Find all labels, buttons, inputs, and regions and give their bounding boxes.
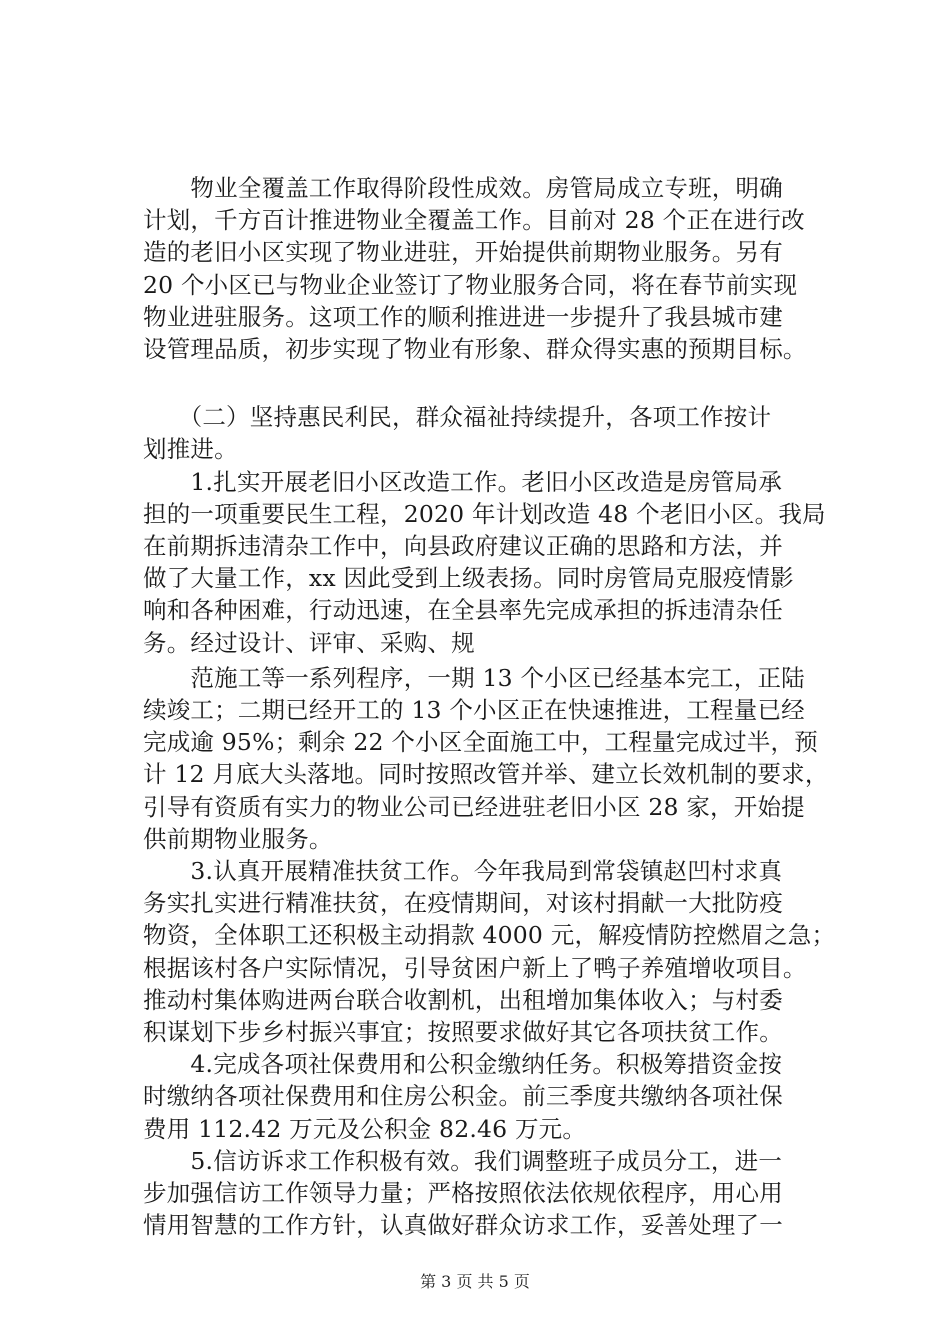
text-line: 20 个小区已与物业企业签订了物业服务合同，将在春节前实现 [143, 270, 798, 299]
paragraph-property-coverage [143, 172, 847, 365]
text-line: 范施工等一系列程序，一期 13 个小区已经基本完工，正陆 [143, 663, 805, 692]
text-line: 务实扎实进行精准扶贫，在疫情期间，对该村捐献一大批防疫 [143, 889, 783, 918]
text-line: 引导有资质有实力的物业公司已经进驻老旧小区 28 家，开始提 [143, 792, 805, 821]
text-line: 步加强信访工作领导力量；严格按照依法依规依程序，用心用 [143, 1179, 783, 1208]
text-line: 续竣工；二期已经开工的 13 个小区正在快速推进，工程量已经 [143, 696, 805, 725]
text-line: 供前期物业服务。 [143, 824, 333, 853]
text-line: 4.完成各项社保费用和公积金缴纳任务。积极筹措资金按 [143, 1050, 783, 1079]
text-line: 费用 112.42 万元及公积金 82.46 万元。 [143, 1114, 587, 1143]
text-line: 响和各种困难，行动迅速，在全县率先完成承担的拆违清杂任 [143, 596, 783, 625]
text-line: （二）坚持惠民利民，群众福祉持续提升，各项工作按计 [143, 403, 772, 432]
text-line: 担的一项重要民生工程，2020 年计划改造 48 个老旧小区。我局 [143, 499, 826, 528]
text-line: 设管理品质，初步实现了物业有形象、群众得实惠的预期目标。 [143, 335, 807, 364]
text-line: 计划，千方百计推进物业全覆盖工作。目前对 28 个正在进行改 [143, 206, 805, 235]
text-line: 1.扎实开展老旧小区改造工作。老旧小区改造是房管局承 [143, 467, 783, 496]
text-line: 时缴纳各项社保费用和住房公积金。前三季度共缴纳各项社保 [143, 1082, 783, 1111]
document-body [143, 172, 847, 1242]
text-line: 造的老旧小区实现了物业进驻，开始提供前期物业服务。另有 [143, 238, 783, 267]
paragraph-spacer [143, 365, 847, 401]
section-heading-2 [143, 401, 847, 465]
paragraph-construction-progress [143, 662, 847, 855]
page-number: 第 3 页 共 5 页 [420, 1272, 530, 1291]
text-line: 务。经过设计、评审、采购、规 [143, 628, 475, 657]
text-line: 5.信访诉求工作积极有效。我们调整班子成员分工，进一 [143, 1146, 783, 1175]
text-line: 物业全覆盖工作取得阶段性成效。房管局成立专班，明确 [143, 174, 783, 202]
page-footer [0, 1272, 950, 1292]
paragraph-social-security [143, 1048, 847, 1145]
text-line: 做了大量工作，xx 因此受到上级表扬。同时房管局克服疫情影 [143, 564, 794, 593]
text-line: 推动村集体购进两台联合收割机，出租增加集体收入；与村委 [143, 985, 783, 1014]
text-line: 根据该村各户实际情况，引导贫困户新上了鸭子养殖增收项目。 [143, 953, 807, 982]
text-line: 计 12 月底大头落地。同时按照改管并举、建立长效机制的要求， [143, 760, 829, 789]
text-line: 3.认真开展精准扶贫工作。今年我局到常袋镇赵凹村求真 [143, 857, 783, 886]
text-line: 划推进。 [143, 435, 238, 464]
paragraph-petition-work [143, 1145, 847, 1242]
paragraph-poverty-alleviation [143, 855, 847, 1048]
text-line: 物资，全体职工还积极主动捐款 4000 元，解疫情防控燃眉之急； [143, 921, 836, 950]
text-line: 积谋划下步乡村振兴事宜；按照要求做好其它各项扶贫工作。 [143, 1018, 783, 1047]
text-line: 情用智慧的工作方针，认真做好群众访求工作，妥善处理了一 [143, 1211, 783, 1240]
text-line: 在前期拆违清杂工作中，向县政府建议正确的思路和方法，并 [143, 532, 783, 561]
text-line: 完成逾 95%；剩余 22 个小区全面施工中，工程量完成过半，预 [143, 728, 818, 757]
text-line: 物业进驻服务。这项工作的顺利推进进一步提升了我县城市建 [143, 302, 783, 331]
paragraph-old-community-renovation [143, 466, 847, 659]
